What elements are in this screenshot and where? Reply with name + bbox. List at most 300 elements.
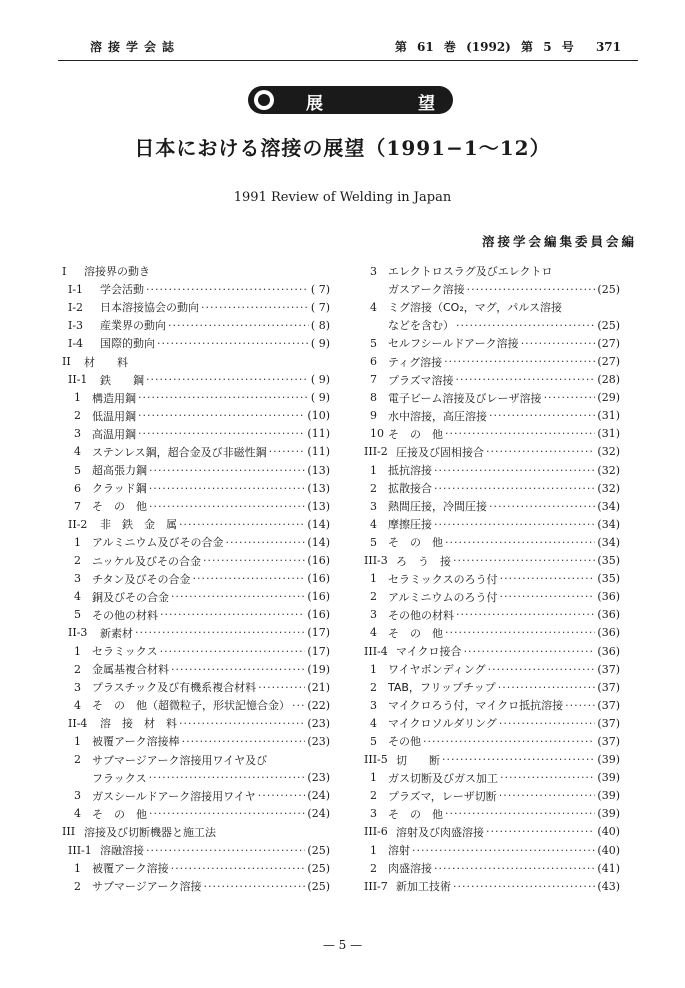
toc-entry-page: (24): [307, 807, 330, 821]
toc-entry: [358, 624, 620, 642]
toc-entry-page: ( 7): [310, 300, 330, 314]
toc-entry-number: 1: [74, 644, 81, 658]
toc-entry-number: I-1: [68, 282, 84, 296]
toc-entry-label: そ の 他: [388, 807, 443, 821]
toc-entry-page: ( 9): [310, 373, 330, 387]
toc-entry-page: (24): [307, 789, 330, 803]
toc-entry: [62, 497, 330, 515]
toc-entry: [358, 316, 620, 334]
toc-entry-label: そ の 他: [388, 626, 443, 640]
toc-entry-number: 2: [370, 481, 377, 495]
toc-entry: [62, 877, 330, 895]
toc-entry: [358, 552, 620, 570]
toc-leader-dots: [500, 771, 595, 784]
toc-leader-dots: [258, 789, 306, 802]
page-number: 371: [595, 40, 621, 54]
toc-leader-dots: [489, 500, 595, 513]
toc-entry-number: III-7: [364, 879, 388, 893]
toc-entry-number: 3: [74, 572, 81, 586]
toc-entry-label: 新加工技術: [396, 880, 451, 894]
section-banner: [248, 86, 453, 114]
toc-entry-number: 1: [370, 771, 377, 785]
toc-entry-label: セラミックスのろう付: [388, 572, 498, 586]
toc-entry-number: 7: [74, 499, 81, 513]
toc-entry-label: そ の 他: [388, 536, 443, 550]
toc-leader-dots: [168, 319, 309, 332]
toc-entry: [62, 751, 330, 769]
toc-entry-page: (39): [597, 753, 620, 767]
toc-leader-dots: [442, 753, 595, 766]
toc-entry-label: 非 鉄 金 属: [100, 518, 177, 532]
banner-dot-icon: [254, 90, 274, 110]
toc-entry-number: II-2: [68, 517, 88, 531]
toc-entry-page: (25): [597, 318, 620, 332]
toc-entry-number: 4: [370, 517, 377, 531]
toc-entry-page: (36): [597, 626, 620, 640]
toc-entry-label: 被覆アーク溶接: [92, 862, 169, 876]
article-title: 日本における溶接の展望（1991−1〜12）: [134, 136, 551, 160]
toc-entry-label: そ の 他: [388, 427, 443, 441]
toc-entry-page: (37): [597, 716, 620, 730]
toc-entry-page: ( 8): [310, 318, 330, 332]
toc-leader-dots: [146, 844, 305, 857]
toc-entry: [358, 425, 620, 443]
toc-entry-number: 3: [370, 698, 377, 712]
toc-entry: [62, 298, 330, 316]
page-footer: — 5 —: [322, 938, 363, 952]
toc-entry-page: (31): [597, 427, 620, 441]
toc-entry-page: (34): [597, 535, 620, 549]
toc-entry-page: (13): [307, 481, 330, 495]
toc-entry-label: ガスシールドアーク溶接用ワイヤ: [92, 789, 256, 803]
toc-entry-number: I: [62, 264, 67, 278]
toc-entry-page: ( 9): [310, 336, 330, 350]
toc-entry-number: 2: [74, 554, 81, 568]
toc-entry: [358, 280, 620, 298]
banner-char-1: 展: [306, 94, 323, 114]
toc-entry-label: マイクロろう付，マイクロ抵抗溶接: [388, 699, 564, 713]
toc-leader-dots: [488, 663, 596, 676]
toc-entry: [358, 732, 620, 750]
toc-leader-dots: [149, 482, 306, 495]
toc-leader-dots: [225, 536, 305, 549]
toc-leader-dots: [453, 554, 595, 567]
toc-entry-number: I-2: [68, 300, 84, 314]
toc-entry-number: 2: [74, 662, 81, 676]
toc-leader-dots: [149, 807, 305, 820]
toc-entry-label: 産業界の動向: [100, 319, 166, 333]
toc-entry-label: 肉盛溶接: [388, 862, 432, 876]
toc-entry-page: (37): [597, 698, 620, 712]
toc-leader-dots: [292, 699, 305, 712]
toc-entry-label: ニッケル及びその合金: [92, 554, 202, 568]
toc-entry-label: 熱間圧接，冷間圧接: [388, 500, 487, 514]
toc-entry: [62, 714, 330, 732]
toc-entry-number: 1: [370, 463, 377, 477]
toc-entry-number: 1: [74, 391, 81, 405]
toc-entry-page: (22): [307, 698, 330, 712]
toc-entry-label: 溶接界の動き: [84, 265, 150, 279]
toc-entry-page: (25): [307, 879, 330, 893]
banner-char-2: 望: [418, 94, 435, 114]
toc-entry: [62, 552, 330, 570]
toc-entry-page: (25): [307, 861, 330, 875]
toc-entry: [62, 642, 330, 660]
toc-entry-label: ワイヤボンディング: [388, 663, 486, 677]
toc-entry: [62, 533, 330, 551]
toc-entry-label: セルフシールドアーク溶接: [388, 337, 519, 351]
toc-entry: [358, 407, 620, 425]
toc-entry-number: III-5: [364, 753, 388, 767]
toc-entry-number: 2: [370, 789, 377, 803]
toc-entry-number: 5: [74, 463, 81, 477]
toc-entry: [62, 334, 330, 352]
toc-leader-dots: [456, 608, 595, 621]
toc-entry: [358, 823, 620, 841]
toc-entry: [62, 280, 330, 298]
toc-entry-number: 5: [370, 734, 377, 748]
toc-entry-page: (29): [597, 391, 620, 405]
toc-leader-dots: [160, 608, 305, 621]
toc-entry-number: 2: [74, 409, 81, 423]
toc-entry: [358, 533, 620, 551]
toc-entry-label: 金属基複合材料: [92, 663, 169, 677]
toc-entry: [358, 371, 620, 389]
toc-entry-label: 構造用鋼: [92, 391, 136, 405]
toc-entry-page: (16): [307, 590, 330, 604]
toc-entry: [358, 497, 620, 515]
toc-leader-dots: [138, 391, 309, 404]
toc-leader-dots: [157, 337, 309, 350]
toc-leader-dots: [445, 626, 595, 639]
toc-entry: [358, 461, 620, 479]
toc-entry-label: 摩擦圧接: [388, 518, 432, 532]
toc-entry-page: ( 7): [310, 282, 330, 296]
toc-entry-page: (32): [597, 463, 620, 477]
toc-entry: [358, 262, 620, 280]
toc-entry-label: 溶融溶接: [100, 844, 144, 858]
toc-leader-dots: [203, 554, 305, 567]
toc-entry: [358, 805, 620, 823]
toc-entry-label: 鉄 鋼: [100, 373, 144, 387]
toc-leader-dots: [445, 807, 595, 820]
toc-entry-number: 5: [370, 535, 377, 549]
toc-entry-number: 4: [74, 590, 81, 604]
toc-entry-label: クラッド鋼: [92, 482, 147, 496]
toc-leader-dots: [258, 681, 305, 694]
toc-entry-page: (40): [597, 825, 620, 839]
toc-entry-number: 2: [74, 879, 81, 893]
toc-entry-number: 3: [370, 807, 377, 821]
toc-entry-number: II: [62, 355, 71, 369]
toc-entry-page: (34): [597, 499, 620, 513]
toc-entry-number: 4: [370, 716, 377, 730]
toc-entry: [358, 660, 620, 678]
toc-entry-label: 新素材: [100, 626, 133, 640]
toc-entry: [358, 678, 620, 696]
toc-entry-label: ティグ溶接: [388, 355, 443, 369]
toc-entry-number: III-4: [364, 644, 388, 658]
toc-entry: [62, 461, 330, 479]
toc-leader-dots: [269, 445, 306, 458]
toc-entry-number: 6: [370, 355, 377, 369]
toc-entry: [62, 606, 330, 624]
toc-leader-dots: [486, 825, 595, 838]
issue-info: [395, 38, 621, 55]
toc-entry: [358, 787, 620, 805]
toc-entry-label: 電子ビーム溶接及びレーザ溶接: [388, 391, 542, 405]
toc-entry-page: (31): [597, 409, 620, 423]
toc-entry: [358, 642, 620, 660]
toc-entry-label: その他の材料: [388, 608, 454, 622]
toc-entry-page: (36): [597, 608, 620, 622]
toc-entry-page: (37): [597, 662, 620, 676]
toc-leader-dots: [500, 572, 596, 585]
toc-entry-label: 日本溶接協会の動向: [100, 301, 199, 315]
toc-entry-number: 4: [370, 300, 377, 314]
toc-entry-label: エレクトロスラグ及びエレクトロ: [388, 265, 553, 279]
toc-entry-number: 1: [74, 861, 81, 875]
toc-entry-label: 切 断: [396, 753, 440, 767]
toc-entry-label: アルミニウム及びその合金: [92, 536, 224, 550]
toc-entry-number: III-1: [68, 843, 92, 857]
toc-entry: [62, 262, 330, 280]
toc-entry: [358, 714, 620, 732]
toc-leader-dots: [499, 717, 596, 730]
toc-leader-dots: [146, 373, 309, 386]
toc-entry-page: (28): [597, 373, 620, 387]
toc-entry-page: (35): [597, 572, 620, 586]
toc-entry-page: (25): [307, 843, 330, 857]
toc-entry-number: II-4: [68, 716, 88, 730]
toc-leader-dots: [464, 645, 596, 658]
toc-leader-dots: [445, 427, 595, 440]
toc-leader-dots: [489, 409, 595, 422]
toc-entry-number: 4: [74, 445, 81, 459]
toc-leader-dots: [149, 771, 306, 784]
toc-entry-page: (11): [307, 445, 330, 459]
toc-entry: [62, 316, 330, 334]
toc-entry-page: (16): [307, 554, 330, 568]
toc-entry-label: 銅及びその合金: [92, 590, 169, 604]
toc-entry-number: III-2: [364, 445, 388, 459]
toc-entry: [62, 515, 330, 533]
toc-entry: [358, 841, 620, 859]
toc-entry-page: (32): [597, 445, 620, 459]
toc-entry-label: 溶接及び切断機器と施工法: [84, 825, 216, 839]
toc-leader-dots: [203, 880, 305, 893]
toc-entry-number: 4: [74, 807, 81, 821]
toc-entry-page: (17): [307, 644, 330, 658]
toc-entry-page: ( 9): [310, 391, 330, 405]
toc-leader-dots: [565, 699, 595, 712]
toc-entry-number: 7: [370, 373, 377, 387]
toc-entry-label: 超高張力鋼: [92, 464, 147, 478]
toc-entry-page: (39): [597, 789, 620, 803]
toc-entry-number: 2: [370, 680, 377, 694]
toc-entry: [62, 660, 330, 678]
article-subtitle: 1991 Review of Welding in Japan: [233, 190, 452, 205]
toc-entry-number: 3: [74, 789, 81, 803]
toc-entry: [62, 479, 330, 497]
toc-entry-page: (23): [307, 734, 330, 748]
toc-entry-number: III-6: [364, 825, 388, 839]
toc-leader-dots: [135, 626, 305, 639]
toc-entry-label: 学会活動: [100, 283, 144, 297]
toc-entry-number: I-4: [68, 336, 84, 350]
toc-entry: [62, 841, 330, 859]
toc-leader-dots: [182, 735, 306, 748]
toc-entry-number: 3: [74, 680, 81, 694]
toc-entry-page: (19): [307, 662, 330, 676]
toc-entry-label: 溶 接 材 料: [100, 717, 177, 731]
toc-leader-dots: [521, 337, 596, 350]
toc-entry-label: セラミックス: [92, 645, 158, 659]
toc-entry-number: 2: [370, 590, 377, 604]
toc-entry: [358, 588, 620, 606]
toc-entry-number: II-1: [68, 373, 88, 387]
toc-leader-dots: [498, 681, 596, 694]
toc-leader-dots: [467, 283, 596, 296]
toc-leader-dots: [201, 301, 309, 314]
toc-leader-dots: [486, 445, 595, 458]
toc-entry-label: 拡散接合: [388, 482, 432, 496]
toc-entry-number: 8: [370, 391, 377, 405]
toc-entry-label: 被覆アーク溶接棒: [92, 735, 180, 749]
toc-entry-number: 3: [370, 264, 377, 278]
toc-entry: [358, 859, 620, 877]
toc-entry-label: その他: [388, 735, 421, 749]
toc-entry: [358, 334, 620, 352]
toc-entry-page: (34): [597, 517, 620, 531]
toc-entry-label: サブマージアーク溶接: [92, 880, 202, 894]
toc-entry: [358, 696, 620, 714]
toc-entry-label: ガスアーク溶接: [388, 283, 465, 297]
toc-entry-page: (43): [597, 879, 620, 893]
toc-entry-label: アルミニウムのろう付: [388, 590, 498, 604]
toc-entry-label: TAB，フリップチップ: [388, 681, 496, 695]
toc-entry-number: III: [62, 825, 76, 839]
banner-text: [306, 89, 435, 114]
toc-entry-page: (13): [307, 463, 330, 477]
toc-entry: [62, 570, 330, 588]
toc-entry-number: 1: [74, 535, 81, 549]
toc-entry-label: ガス切断及びガス加工: [388, 771, 498, 785]
toc-leader-dots: [434, 464, 595, 477]
toc-entry: [62, 443, 330, 461]
toc-entry-label: ステンレス鋼，超合金及び非磁性鋼: [92, 445, 267, 459]
toc-leader-dots: [149, 464, 305, 477]
toc-entry: [62, 389, 330, 407]
toc-entry: [358, 515, 620, 533]
toc-entry-number: 3: [370, 499, 377, 513]
toc-entry-page: (23): [307, 771, 330, 785]
toc-entry-label: プラズマ溶接: [388, 373, 454, 387]
toc-entry-page: (37): [597, 734, 620, 748]
toc-left-column: [62, 262, 330, 895]
toc-leader-dots: [179, 518, 305, 531]
toc-entry-label: フラックス: [92, 771, 147, 785]
toc-entry-page: (39): [597, 771, 620, 785]
toc-entry-page: (36): [597, 644, 620, 658]
toc-entry: [62, 787, 330, 805]
toc-entry-number: 2: [74, 753, 81, 767]
journal-name: 溶接学会誌: [90, 40, 181, 54]
toc-entry-label: マイクロソルダリング: [388, 717, 497, 731]
toc-leader-dots: [544, 391, 596, 404]
toc-entry-number: 6: [74, 481, 81, 495]
toc-entry-page: (25): [597, 282, 620, 296]
toc-entry-label: サブマージアーク溶接用ワイヤ及び: [92, 753, 268, 767]
toc-leader-dots: [445, 536, 595, 549]
header-rule: [58, 60, 638, 61]
toc-leader-dots: [138, 427, 305, 440]
toc-entry-number: 1: [370, 572, 377, 586]
toc-entry-number: III-3: [364, 554, 388, 568]
toc-entry-number: 10: [370, 427, 384, 441]
toc-right-column: [358, 262, 620, 895]
toc-entry: [62, 696, 330, 714]
toc-entry-page: (27): [597, 336, 620, 350]
toc-entry: [62, 823, 330, 841]
toc-entry-label: 高温用鋼: [92, 427, 136, 441]
toc-entry-page: (14): [307, 517, 330, 531]
toc-entry: [62, 624, 330, 642]
toc-entry: [358, 769, 620, 787]
toc-entry: [358, 443, 620, 461]
issue-label: 第 61 巻 (1992) 第 5 号: [394, 40, 574, 54]
toc-leader-dots: [444, 355, 595, 368]
toc-entry-label: チタン及びその合金: [92, 572, 191, 586]
toc-entry: [62, 371, 330, 389]
toc-entry-page: (35): [597, 554, 620, 568]
toc-entry-page: (39): [597, 807, 620, 821]
toc-entry-number: 3: [370, 608, 377, 622]
toc-entry-page: (41): [597, 861, 620, 875]
toc-leader-dots: [455, 373, 595, 386]
toc-entry-page: (23): [307, 716, 330, 730]
toc-entry-label: 溶射及び肉盛溶接: [396, 825, 484, 839]
toc-entry: [358, 751, 620, 769]
toc-entry-page: (14): [307, 535, 330, 549]
toc-entry-number: 5: [370, 336, 377, 350]
toc-entry-label: などを含む）: [388, 319, 454, 333]
toc-entry: [358, 479, 620, 497]
toc-entry-number: 1: [74, 734, 81, 748]
toc-entry-label: ろ う 接: [396, 554, 451, 568]
toc-entry-number: 3: [74, 427, 81, 441]
toc-entry-page: (16): [307, 572, 330, 586]
toc-entry: [62, 732, 330, 750]
toc-entry-label: 国際的動向: [100, 337, 155, 351]
toc-leader-dots: [453, 880, 595, 893]
toc-entry-label: 低温用鋼: [92, 409, 136, 423]
toc-leader-dots: [171, 862, 306, 875]
toc-entry-label: 圧接及び固相接合: [396, 445, 484, 459]
toc-entry-number: 1: [370, 843, 377, 857]
toc-entry-label: そ の 他: [92, 500, 147, 514]
toc-entry-label: マイクロ接合: [396, 645, 462, 659]
toc-entry-page: (21): [307, 680, 330, 694]
toc-entry: [358, 389, 620, 407]
toc-leader-dots: [456, 319, 595, 332]
toc-entry-page: (16): [307, 608, 330, 622]
toc-entry: [62, 678, 330, 696]
toc-leader-dots: [179, 717, 305, 730]
toc-entry-label: そ の 他: [92, 807, 147, 821]
toc-leader-dots: [412, 844, 595, 857]
toc-entry-page: (32): [597, 481, 620, 495]
